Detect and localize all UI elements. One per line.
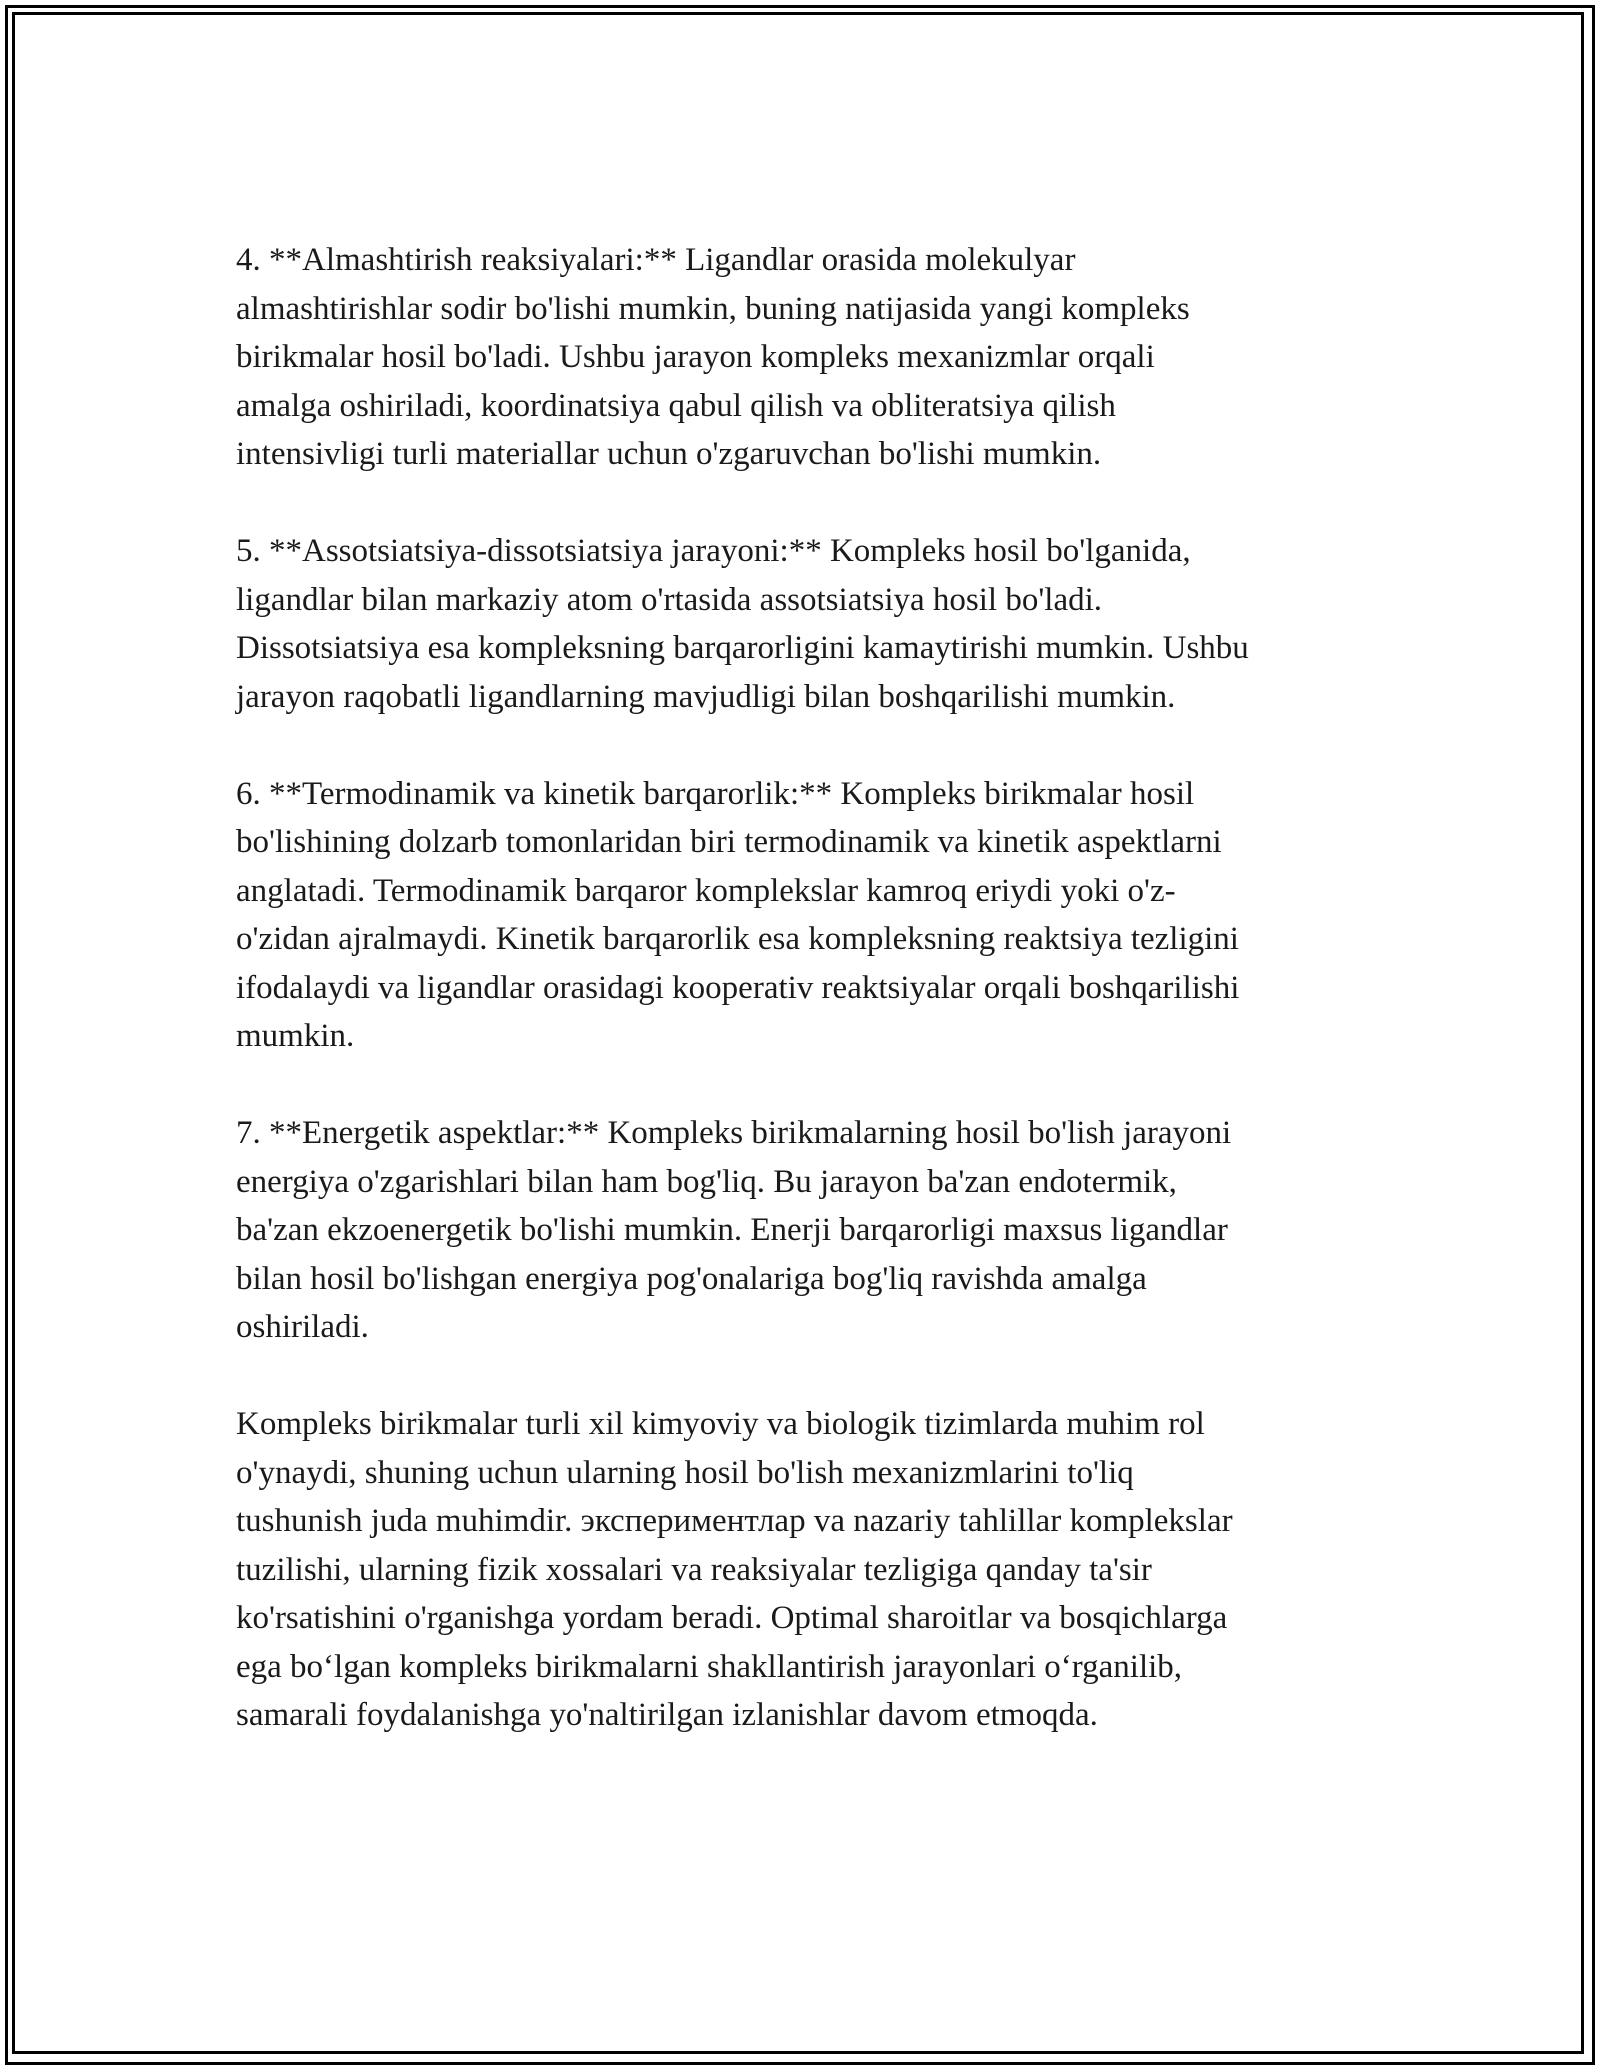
paragraph-termodinamik-kinetik: 6. **Termodinamik va kinetik barqarorlik:** Kompleks birikmalar hosil bo'lishining dolzarb tomonlaridan biri termodinamik va kinetik aspektlarni anglatadi. Termodinamik barqaror komplekslar kamroq eriydi yoki o'z- o'zidan ajralmaydi. Kinetik barqarorlik esa kompleksning reaktsiya tezligini ifodalaydi va ligandlar orasidagi kooperativ reaktsiyalar orqali boshqarilishi mumkin. bbox=[236, 775, 1240, 1054]
paragraph-almashtirish-reaksiyalari: 4. **Almashtirish reaksiyalari:** Ligandlar orasida molekulyar almashtirishlar sodir bo'lishi mumkin, buning natijasida yangi kompleks birikmalar hosil bo'ladi. Ushbu jarayon kompleks mexanizmlar orqali amalga oshiriladi, koordinatsiya qabul qilish va obliteratsiya qilish intensivligi turli materiallar uchun o'zgaruvchan bo'lishi mumkin. bbox=[236, 242, 1190, 472]
paragraph-assotsiatsiya-dissotsiatsiya: 5. **Assotsiatsiya-dissotsiatsiya jarayoni:** Kompleks hosil bo'lganida, ligandlar bilan markaziy atom o'rtasida assotsiatsiya hosil bo'ladi. Dissotsiatsiya esa kompleksning barqarorligini kamaytirishi mumkin. Ushbu jarayon raqobatli ligandlarning mavjudligi bilan boshqarilishi mumkin. bbox=[236, 533, 1249, 715]
paragraph-conclusion: Kompleks birikmalar turli xil kimyoviy va biologik tizimlarda muhim rol o'ynaydi, shuning uchun ularning hosil bo'lish mexanizmlarini to'liq tushunish juda muhimdir. экспериментлар va nazariy tahlillar komplekslar tuzilishi, ularning fizik xossalari va reaksiyalar tezligiga qanday ta'sir ko'rsatishini o'rganishga yordam beradi. Optimal sharoitlar va bosqichlarga ega bo‘lgan kompleks birikmalarni shakllantirish jarayonlari o‘rganilib, samarali foydalanishga yo'naltirilgan izlanishlar davom etmoqda. bbox=[236, 1406, 1233, 1733]
paragraph-energetik-aspektlar: 7. **Energetik aspektlar:** Kompleks birikmalarning hosil bo'lish jarayoni energiya o'zgarishlari bilan ham bog'liq. Bu jarayon ba'zan endotermik, ba'zan ekzoenergetik bo'lishi mumkin. Enerji barqarorligi maxsus ligandlar bilan hosil bo'lishgan energiya pog'onalariga bog'liq ravishda amalga oshiriladi. bbox=[236, 1115, 1232, 1345]
document-body bbox=[236, 236, 1376, 1788]
